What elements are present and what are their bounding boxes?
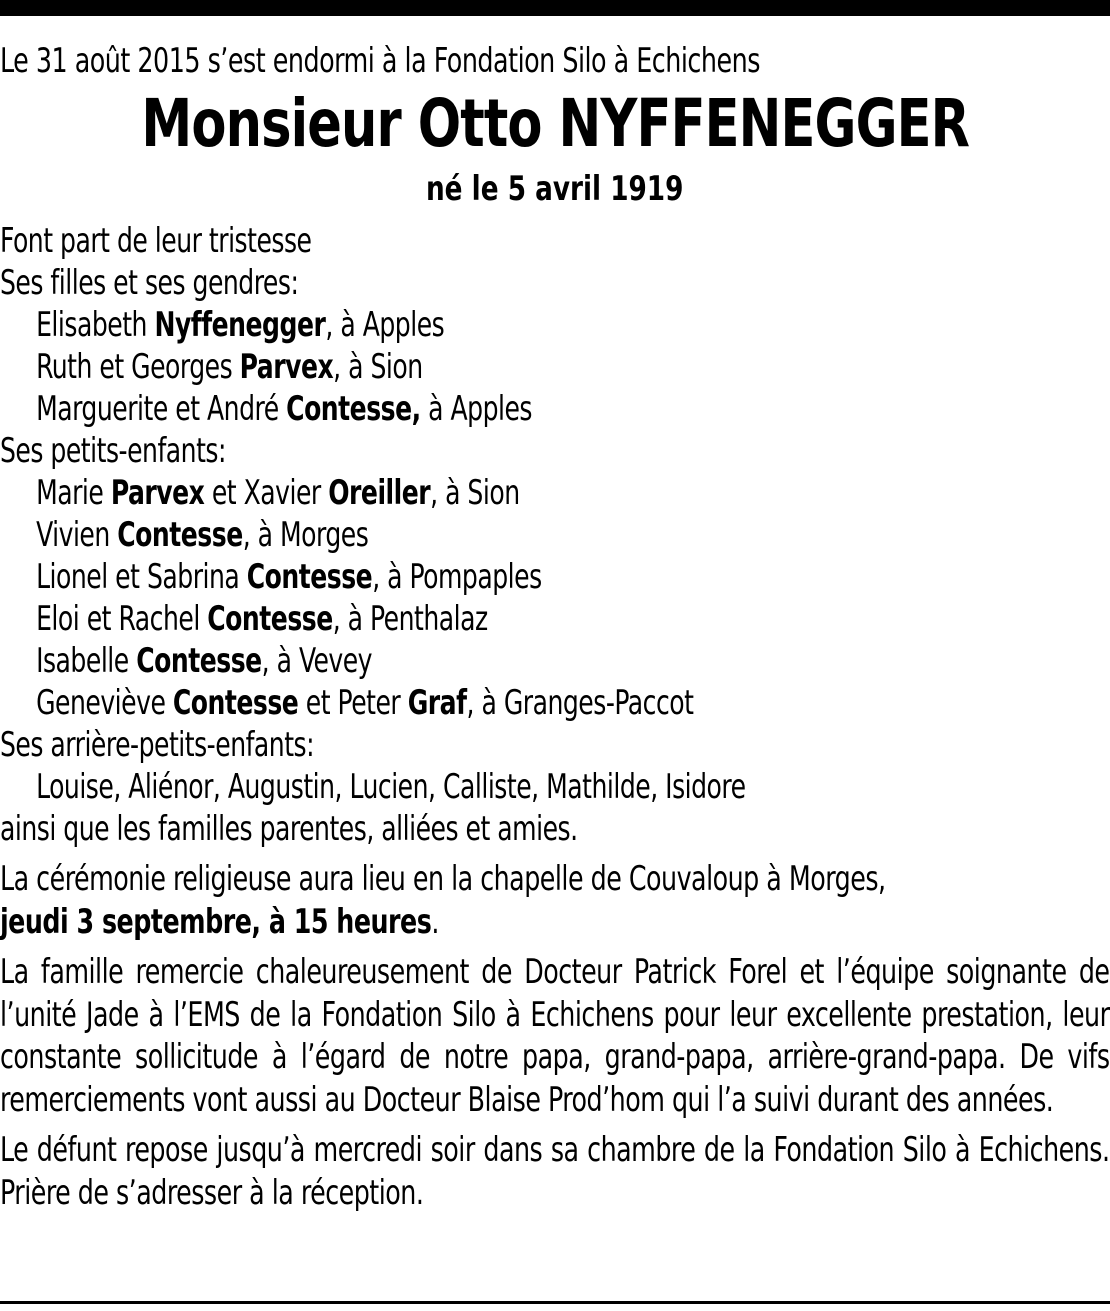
ceremony-text: La cérémonie religieuse aura lieu en la chapelle de Couvaloup à Morges, bbox=[0, 859, 886, 899]
first-names: Ruth et Georges bbox=[36, 347, 240, 387]
deceased-name-text: Monsieur Otto NYFFENEGGER bbox=[141, 85, 969, 162]
ceremony-date: jeudi 3 septembre, à 15 heures bbox=[0, 901, 432, 942]
surname: Parvex bbox=[239, 347, 334, 387]
place: , à Sion bbox=[430, 473, 520, 513]
surname: Contesse bbox=[246, 557, 373, 597]
ceremony-paragraph bbox=[0, 858, 1110, 943]
first-names: Isabelle bbox=[36, 641, 137, 681]
obituary-notice bbox=[0, 40, 1110, 1214]
first-names: Marguerite et André bbox=[36, 389, 287, 429]
daughters-heading: Ses filles et ses gendres: bbox=[0, 263, 299, 303]
grandchild-entry bbox=[0, 640, 910, 682]
family-opening: Font part de leur tristesse bbox=[0, 221, 312, 261]
connector: et Peter bbox=[298, 683, 408, 723]
grandchildren-heading: Ses petits-enfants: bbox=[0, 431, 226, 471]
intro-line: Le 31 août 2015 s’est endormi à la Fondation Silo à Echichens bbox=[0, 41, 760, 81]
first-names: Geneviève bbox=[36, 683, 173, 723]
daughter-entry bbox=[0, 304, 910, 346]
grandchild-entry bbox=[0, 598, 910, 640]
place: à Apples bbox=[420, 389, 533, 429]
surname: Contesse, bbox=[286, 389, 421, 429]
first-names: Marie bbox=[36, 473, 111, 513]
thanks-paragraph: La famille remercie chaleureusement de Docteur Patrick Forel et l’équipe soignante de l’unité Jade à l’EMS de la Fondation Silo à Echichens pour leur excellente prestation, leur constante sollicitude à l’égard de notre papa, grand-papa, arrière-grand-papa. De vifs remerciements vont aussi au Docteur Blaise Prod’hom qui l’a suivi durant des années. bbox=[0, 952, 1110, 1120]
surname: Contesse bbox=[136, 641, 262, 681]
birth-date bbox=[0, 166, 1110, 212]
place: , à Penthalaz bbox=[332, 599, 488, 639]
daughter-entry bbox=[0, 346, 910, 388]
surname: Nyffenegger bbox=[154, 305, 326, 345]
viewing-paragraph: Le défunt repose jusqu’à mercredi soir dans sa chambre de la Fondation Silo à Echichens. Prière de s’adresser à la réception. bbox=[0, 1130, 1110, 1213]
surname: Contesse bbox=[207, 599, 333, 639]
daughter-entry bbox=[0, 388, 910, 430]
top-rule bbox=[0, 0, 1110, 16]
birth-date-text: né le 5 avril 1919 bbox=[426, 169, 684, 209]
grandchild-entry bbox=[0, 556, 910, 598]
surname: Oreiller bbox=[328, 473, 431, 513]
place: , à Morges bbox=[242, 515, 369, 555]
grandchild-entry bbox=[0, 514, 910, 556]
connector: et Xavier bbox=[204, 473, 329, 513]
surname: Contesse bbox=[117, 515, 243, 555]
bottom-rule bbox=[0, 1301, 1110, 1304]
great-grandchildren-heading: Ses arrière-petits-enfants: bbox=[0, 725, 315, 765]
place: , à Sion bbox=[333, 347, 423, 387]
place: , à Apples bbox=[325, 305, 445, 345]
surname: Parvex bbox=[110, 473, 205, 513]
ceremony-end: . bbox=[431, 901, 439, 942]
family-closing: ainsi que les familles parentes, alliées et amies. bbox=[0, 809, 578, 849]
first-names: Vivien bbox=[36, 515, 118, 555]
first-names: Eloi et Rachel bbox=[36, 599, 208, 639]
grandchild-entry bbox=[0, 472, 910, 514]
deceased-name bbox=[0, 84, 1110, 164]
place: , à Vevey bbox=[261, 641, 373, 681]
first-names: Elisabeth bbox=[36, 305, 155, 345]
family-list bbox=[0, 220, 1110, 850]
surname: Graf bbox=[407, 683, 467, 723]
place: , à Pompaples bbox=[372, 557, 542, 597]
grandchild-entry bbox=[0, 682, 910, 724]
place: , à Granges-Paccot bbox=[466, 683, 694, 723]
surname: Contesse bbox=[172, 683, 299, 723]
first-names: Lionel et Sabrina bbox=[36, 557, 247, 597]
great-grandchildren-names: Louise, Aliénor, Augustin, Lucien, Calliste, Mathilde, Isidore bbox=[36, 767, 746, 807]
